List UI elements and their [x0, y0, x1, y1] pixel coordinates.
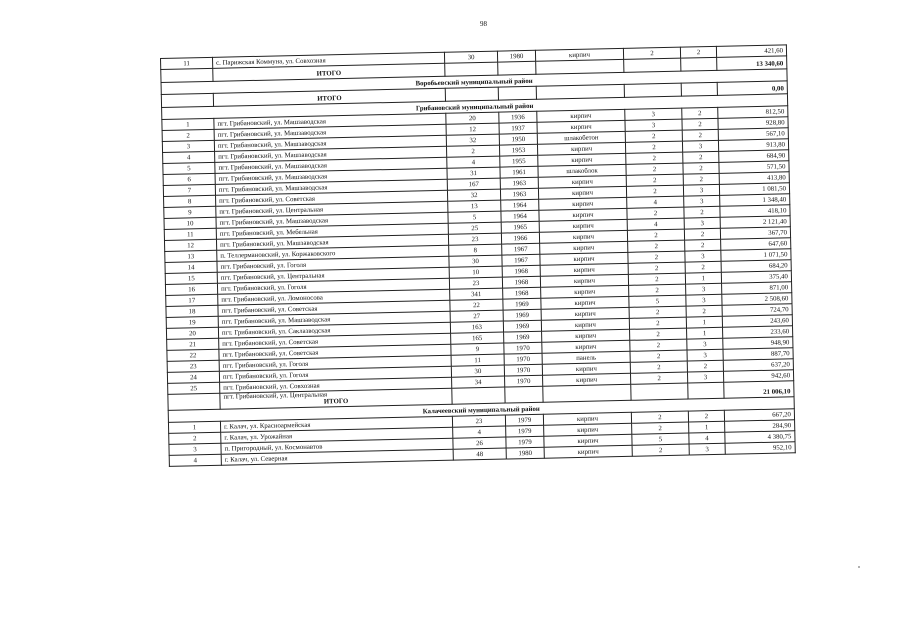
- row-floors: 2: [630, 339, 687, 351]
- row-entrances: 3: [686, 283, 722, 295]
- row-address: пгт. Грибановский, ул. Ломоносова: [218, 289, 450, 305]
- row-wall-material: кирпич: [543, 373, 631, 386]
- row-wall-material: кирпич: [537, 109, 625, 122]
- row-amount: 421,60: [716, 45, 786, 58]
- row-address: пгт. Грибановский, ул. Машзаводская: [216, 234, 448, 250]
- total-blank: [688, 382, 724, 399]
- row-entrances: 2: [680, 46, 716, 58]
- row-address: пгт. Грибановский, ул. Машзаводская: [214, 135, 446, 151]
- row-amount: 413,80: [719, 172, 789, 185]
- district-name: Калачеевский муниципальный район: [168, 397, 794, 423]
- total-blank: [161, 93, 213, 107]
- row-amount: 952,10: [725, 442, 795, 455]
- row-floors: 2: [629, 284, 686, 296]
- row-entrances: 2: [682, 107, 718, 119]
- row-entrances: 2: [683, 151, 719, 163]
- row-amount: 2 508,60: [722, 293, 792, 306]
- row-floors: 2: [629, 306, 686, 318]
- row-floors: 2: [629, 317, 686, 329]
- row-address: пгт. Грибановский, ул. Машзаводская: [214, 113, 446, 129]
- row-address: пгт. Грибановский, ул. Мебельная: [216, 223, 448, 239]
- row-entrances: 2: [683, 162, 719, 174]
- row-address: пгт. Грибановский, ул. Машзаводская: [218, 311, 450, 327]
- row-floors: 2: [630, 361, 687, 373]
- row-address: пгт. Грибановский, ул. Машзаводская: [215, 157, 447, 173]
- row-building-number: 13: [448, 200, 501, 212]
- row-floors: 4: [627, 218, 684, 230]
- row-year: 1979: [506, 425, 544, 437]
- row-number: 3: [169, 443, 221, 455]
- row-amount: 684,20: [721, 260, 791, 273]
- page-number: 98: [480, 20, 487, 28]
- row-year: 1953: [499, 144, 537, 156]
- row-floors: 2: [627, 229, 684, 241]
- row-amount: 871,00: [722, 282, 792, 295]
- total-blank: [498, 86, 536, 100]
- row-entrances: 3: [687, 349, 723, 361]
- row-number: 11: [161, 57, 213, 69]
- row-year: 1969: [503, 309, 541, 321]
- row-number: 2: [162, 129, 214, 141]
- row-amount: 647,60: [721, 238, 791, 251]
- row-wall-material: кирпич: [541, 285, 629, 298]
- row-entrances: 3: [685, 250, 721, 262]
- row-number: 22: [167, 349, 219, 361]
- row-floors: 2: [630, 328, 687, 340]
- row-building-number: 9: [451, 343, 504, 355]
- row-building-number: 12: [446, 123, 499, 135]
- row-building-number: 2: [446, 145, 499, 157]
- row-wall-material: кирпич: [539, 208, 627, 221]
- row-floors: 2: [628, 240, 685, 252]
- row-address: пгт. Грибановский, ул. Гоголя: [219, 355, 451, 371]
- row-year: 1964: [501, 199, 539, 211]
- row-amount: 1 081,50: [719, 183, 789, 196]
- row-entrances: 3: [687, 371, 723, 383]
- row-year: 1968: [502, 265, 540, 277]
- housing-table-sheet: [160, 44, 796, 467]
- row-number: 11: [164, 228, 216, 240]
- row-amount: 1 348,40: [720, 194, 790, 207]
- row-number: 12: [164, 239, 216, 251]
- row-number: 16: [165, 283, 217, 295]
- row-building-number: 10: [449, 266, 502, 278]
- row-wall-material: шлакоблок: [538, 164, 626, 177]
- row-number: 4: [163, 151, 215, 163]
- row-year: 1979: [505, 414, 543, 426]
- row-amount: 2 121,40: [720, 216, 790, 229]
- row-floors: 5: [629, 295, 686, 307]
- row-entrances: 2: [685, 239, 721, 251]
- row-amount: 887,70: [723, 348, 793, 361]
- row-building-number: 8: [449, 244, 502, 256]
- row-year: 1950: [499, 133, 537, 145]
- total-amount: 13 340,60: [717, 56, 787, 71]
- row-wall-material: кирпич: [538, 153, 626, 166]
- row-address: пгт. Грибановский, ул. Центральная: [216, 201, 448, 217]
- row-entrances: 3: [689, 443, 725, 455]
- row-building-number: 22: [450, 299, 503, 311]
- row-floors: 2: [626, 185, 683, 197]
- housing-table: [160, 44, 796, 467]
- row-entrances: 2: [684, 206, 720, 218]
- row-year: 1963: [500, 188, 538, 200]
- total-label: ИТОГО: [213, 63, 445, 81]
- row-wall-material: кирпич: [537, 120, 625, 133]
- total-blank: [505, 386, 543, 403]
- row-building-number: 32: [447, 189, 500, 201]
- row-amount: 418,10: [720, 205, 790, 218]
- row-address: пгт. Грибановский, ул. Гоголя: [219, 366, 451, 382]
- row-floors: 2: [625, 130, 682, 142]
- row-amount: 913,80: [718, 139, 788, 152]
- row-entrances: 2: [682, 118, 718, 130]
- row-floors: 2: [627, 207, 684, 219]
- row-wall-material: кирпич: [544, 434, 632, 447]
- total-amount: 0,00: [717, 81, 787, 96]
- row-year: 1970: [504, 353, 542, 365]
- row-wall-material: кирпич: [544, 423, 632, 436]
- row-amount: 571,50: [719, 161, 789, 174]
- row-entrances: 2: [688, 410, 724, 422]
- row-number: 20: [166, 327, 218, 339]
- row-year: 1969: [503, 320, 541, 332]
- row-wall-material: кирпич: [543, 412, 631, 425]
- row-wall-material: панель: [542, 351, 630, 364]
- row-year: 1967: [502, 243, 540, 255]
- row-entrances: 2: [684, 228, 720, 240]
- row-wall-material: кирпич: [541, 307, 629, 320]
- row-year: 1968: [502, 276, 540, 288]
- trailing-address: пгт. Грибановский, ул. Центральная: [223, 391, 328, 402]
- row-year: 1969: [503, 298, 541, 310]
- row-building-number: 30: [451, 365, 504, 377]
- row-address: пгт. Грибановский, ул. Центральная: [217, 267, 449, 283]
- row-floors: 4: [627, 196, 684, 208]
- row-year: 1955: [500, 155, 538, 167]
- row-entrances: 1: [685, 272, 721, 284]
- row-entrances: 2: [685, 261, 721, 273]
- row-wall-material: кирпич: [538, 175, 626, 188]
- row-address: г. Калач, ул. Северная: [221, 449, 453, 465]
- row-address: пгт. Грибановский, ул. Совхозная: [220, 377, 452, 393]
- row-building-number: 48: [453, 448, 506, 460]
- row-number: 10: [164, 217, 216, 229]
- row-floors: 2: [632, 444, 689, 456]
- row-number: 25: [168, 382, 220, 394]
- total-label-text: ИТОГО: [323, 398, 349, 406]
- row-address: пгт. Грибановский, ул. Машзаводская: [216, 212, 448, 228]
- row-year: 1963: [500, 177, 538, 189]
- row-address: пгт. Грибановский, ул. Советская: [216, 190, 448, 206]
- row-address: пгт. Грибановский, ул. Саклазводская: [218, 322, 450, 338]
- row-number: 7: [163, 184, 215, 196]
- row-wall-material: кирпич: [542, 340, 630, 353]
- total-blank: [631, 383, 688, 400]
- row-building-number: 23: [452, 415, 505, 427]
- row-floors: 2: [626, 174, 683, 186]
- row-amount: 684,90: [719, 150, 789, 163]
- row-address: пгт. Грибановский, ул. Советская: [219, 344, 451, 360]
- row-address: г. Калач, ул. Урожайная: [221, 427, 453, 443]
- row-building-number: 25: [448, 222, 501, 234]
- row-floors: 3: [625, 119, 682, 131]
- row-number: 1: [162, 118, 214, 130]
- row-amount: 1 071,50: [721, 249, 791, 262]
- row-number: 19: [166, 316, 218, 328]
- row-floors: 2: [626, 163, 683, 175]
- row-address: пгт. Грибановский, ул. Советская: [218, 300, 450, 316]
- row-year: 1937: [499, 122, 537, 134]
- total-amount: 21 006,10: [724, 381, 794, 399]
- row-address: пгт. Грибановский, ул. Машзаводская: [214, 124, 446, 140]
- row-entrances: 2: [686, 305, 722, 317]
- row-wall-material: кирпич: [541, 318, 629, 331]
- row-number: 2: [169, 432, 221, 444]
- row-number: 24: [167, 371, 219, 383]
- row-number: 13: [165, 250, 217, 262]
- row-year: 1980: [497, 50, 535, 62]
- row-number: 18: [166, 305, 218, 317]
- row-address: пгт. Грибановский, ул. Машзаводская: [215, 168, 447, 184]
- row-building-number: 34: [452, 376, 505, 388]
- row-entrances: 1: [687, 327, 723, 339]
- row-building-number: 23: [449, 277, 502, 289]
- row-amount: 233,60: [723, 326, 793, 339]
- total-blank: [445, 62, 498, 76]
- row-floors: 2: [628, 251, 685, 263]
- row-building-number: 4: [453, 426, 506, 438]
- total-blank: [681, 57, 717, 71]
- row-number: 23: [167, 360, 219, 372]
- row-building-number: 26: [453, 437, 506, 449]
- row-building-number: 163: [450, 321, 503, 333]
- row-floors: 2: [625, 141, 682, 153]
- row-wall-material: кирпич: [540, 263, 628, 276]
- row-floors: 2: [632, 422, 689, 434]
- row-address: пгт. Грибановский, ул. Машзаводская: [215, 179, 447, 195]
- row-entrances: 2: [682, 129, 718, 141]
- row-amount: 948,90: [723, 337, 793, 350]
- total-label: ИТОГО: [213, 88, 445, 106]
- row-floors: 2: [628, 262, 685, 274]
- row-floors: 2: [626, 152, 683, 164]
- row-amount: 724,70: [722, 304, 792, 317]
- row-floors: 2: [623, 47, 680, 59]
- total-blank: [445, 87, 498, 101]
- row-address: п. Пригородный, ул. Космонавтов: [221, 438, 453, 454]
- row-amount: 942,60: [723, 370, 793, 383]
- row-building-number: 30: [449, 255, 502, 267]
- row-floors: 5: [632, 433, 689, 445]
- row-floors: 2: [630, 350, 687, 362]
- row-entrances: 3: [682, 140, 718, 152]
- row-amount: 667,20: [724, 409, 794, 422]
- row-entrances: 3: [686, 294, 722, 306]
- row-number: 14: [165, 261, 217, 273]
- row-wall-material: кирпич: [535, 48, 623, 61]
- row-entrances: 2: [683, 173, 719, 185]
- row-number: 15: [165, 272, 217, 284]
- row-number: 1: [168, 421, 220, 433]
- row-floors: 2: [630, 372, 687, 384]
- total-blank: [168, 393, 220, 410]
- total-blank: [161, 68, 213, 82]
- row-amount: 567,10: [718, 128, 788, 141]
- row-building-number: 32: [446, 134, 499, 146]
- row-entrances: 4: [689, 432, 725, 444]
- row-building-number: 11: [451, 354, 504, 366]
- row-year: 1970: [504, 364, 542, 376]
- row-amount: 812,50: [718, 106, 788, 119]
- row-year: 1968: [503, 287, 541, 299]
- row-address: п. Теллермановский, ул. Коржаковского: [217, 245, 449, 261]
- row-wall-material: кирпич: [540, 274, 628, 287]
- row-wall-material: шлакобетон: [537, 131, 625, 144]
- total-blank: [624, 83, 681, 97]
- row-year: 1936: [499, 111, 537, 123]
- row-wall-material: кирпич: [542, 362, 630, 375]
- row-address: пгт. Грибановский, ул. Машзаводская: [215, 146, 447, 162]
- row-entrances: 1: [686, 316, 722, 328]
- row-address: пгт. Грибановский, ул. Гоголя: [217, 278, 449, 294]
- row-year: 1979: [506, 436, 544, 448]
- total-blank: [624, 58, 681, 72]
- row-entrances: 1: [689, 421, 725, 433]
- row-number: 21: [167, 338, 219, 350]
- row-building-number: 165: [451, 332, 504, 344]
- row-number: 3: [162, 140, 214, 152]
- row-entrances: 2: [687, 360, 723, 372]
- row-number: 17: [166, 294, 218, 306]
- row-wall-material: кирпич: [538, 186, 626, 199]
- row-wall-material: кирпич: [542, 329, 630, 342]
- row-year: 1970: [504, 342, 542, 354]
- scan-speck: [858, 566, 860, 568]
- district-name: Воробьевский муниципальный район: [161, 69, 787, 95]
- row-amount: 4 380,75: [725, 431, 795, 444]
- row-address: пгт. Грибановский, ул. Гоголя: [217, 256, 449, 272]
- total-blank: [543, 384, 631, 402]
- row-building-number: 341: [450, 288, 503, 300]
- row-address: пгт. Грибановский, ул. Советская: [219, 333, 451, 349]
- row-wall-material: кирпич: [539, 197, 627, 210]
- row-wall-material: кирпич: [540, 241, 628, 254]
- row-entrances: 3: [683, 184, 719, 196]
- row-entrances: 3: [684, 195, 720, 207]
- row-amount: 637,20: [723, 359, 793, 372]
- row-year: 1964: [501, 210, 539, 222]
- row-wall-material: кирпич: [540, 252, 628, 265]
- row-address: с. Парижская Коммуна, ул. Совхозная: [212, 52, 444, 68]
- total-blank: [498, 61, 536, 75]
- row-building-number: 167: [447, 178, 500, 190]
- row-floors: 2: [631, 411, 688, 423]
- total-blank: [452, 387, 505, 404]
- row-wall-material: кирпич: [541, 296, 629, 309]
- row-building-number: 20: [446, 112, 499, 124]
- row-building-number: 5: [448, 211, 501, 223]
- row-number: 6: [163, 173, 215, 185]
- total-blank: [681, 82, 717, 96]
- row-floors: 2: [628, 273, 685, 285]
- row-amount: 243,60: [722, 315, 792, 328]
- row-wall-material: кирпич: [537, 142, 625, 155]
- row-amount: 375,40: [721, 271, 791, 284]
- row-year: 1980: [506, 447, 544, 459]
- row-building-number: 30: [444, 51, 497, 63]
- row-year: 1966: [501, 232, 539, 244]
- row-year: 1970: [505, 375, 543, 387]
- row-number: 5: [163, 162, 215, 174]
- row-wall-material: кирпич: [539, 230, 627, 243]
- row-wall-material: кирпич: [539, 219, 627, 232]
- row-building-number: 31: [447, 167, 500, 179]
- row-building-number: 4: [447, 156, 500, 168]
- row-wall-material: кирпич: [544, 445, 632, 458]
- row-year: 1965: [501, 221, 539, 233]
- row-entrances: 3: [687, 338, 723, 350]
- row-building-number: 27: [450, 310, 503, 322]
- row-year: 1969: [504, 331, 542, 343]
- row-entrances: 3: [684, 217, 720, 229]
- row-number: 4: [169, 454, 221, 466]
- district-name: Грибановский муниципальный район: [162, 94, 788, 120]
- row-number: 8: [164, 195, 216, 207]
- row-building-number: 23: [448, 233, 501, 245]
- row-amount: 284,90: [725, 420, 795, 433]
- row-year: 1961: [500, 166, 538, 178]
- row-number: 9: [164, 206, 216, 218]
- row-amount: 928,80: [718, 117, 788, 130]
- row-year: 1967: [502, 254, 540, 266]
- row-floors: 3: [625, 108, 682, 120]
- row-address: г. Калач, ул. Красноармейская: [220, 416, 452, 432]
- row-amount: 367,70: [720, 227, 790, 240]
